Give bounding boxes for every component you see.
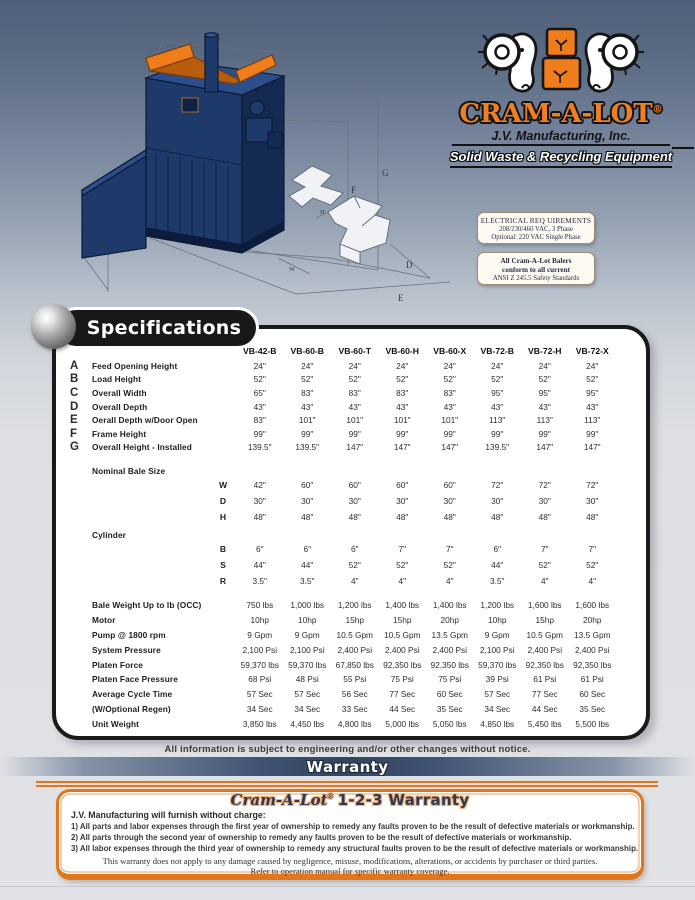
spec-value-cell: 2,400 Psi	[337, 644, 373, 655]
spec-row-label: Load Height	[92, 374, 142, 385]
spec-value-cell: 43"	[491, 401, 504, 412]
spec-value-cell: 59,370 lbs	[288, 659, 327, 670]
spec-value-cell: 10hp	[250, 615, 269, 626]
warranty-rule-bottom	[36, 785, 658, 787]
dimension-label-a: A	[162, 139, 169, 149]
spec-value-cell: 48"	[348, 511, 361, 522]
spec-value-cell: 99"	[348, 428, 361, 439]
spec-row-label: System Pressure	[92, 644, 161, 655]
spec-row-sublabel: H	[219, 511, 227, 522]
spec-value-cell: 6"	[303, 544, 312, 555]
spec-row-letter: C	[70, 386, 79, 399]
spec-value-cell: 75 Psi	[438, 674, 462, 685]
warranty-brand: Cram-A-Lot	[230, 791, 328, 809]
spec-value-cell: 3.5"	[490, 576, 505, 587]
spec-value-cell: 4,850 lbs	[480, 718, 515, 729]
electrical-title: ELECTRICAL REQ UIREMENTS	[480, 216, 592, 225]
spec-value-cell: 9 Gpm	[484, 629, 510, 640]
spec-value-cell: 30"	[253, 495, 266, 506]
spec-value-cell: 83"	[301, 387, 314, 398]
spec-value-cell: 92,350 lbs	[525, 659, 564, 670]
spec-value-cell: 65"	[253, 387, 266, 398]
spec-value-cell: 6"	[493, 544, 502, 555]
spec-value-cell: 1,000 lbs	[290, 600, 325, 611]
spec-value-cell: 7"	[445, 544, 454, 555]
spec-value-cell: 1,400 lbs	[385, 600, 420, 611]
spec-value-cell: 42"	[253, 480, 266, 491]
spec-row-label: Nominal Bale Size	[92, 465, 166, 476]
spec-value-cell: 72"	[538, 480, 551, 491]
spec-value-cell: 56 Sec	[341, 689, 368, 700]
spec-data-row	[70, 598, 646, 613]
spec-row-sublabel: B	[219, 544, 227, 555]
spec-row-label: (W/Optional Regen)	[92, 703, 171, 714]
spec-value-cell: 2,400 Psi	[384, 644, 420, 655]
spec-value-cell: 52"	[396, 560, 409, 571]
spec-value-cell: 4"	[398, 576, 407, 587]
spec-value-cell: 57 Sec	[484, 689, 511, 700]
warranty-bar-label: Warranty	[306, 757, 389, 776]
spec-value-cell: 43"	[538, 401, 551, 412]
spec-data-row	[70, 716, 646, 731]
spec-value-cell: 30"	[396, 495, 409, 506]
control-plate	[182, 98, 198, 112]
spec-value-cell: 83"	[253, 415, 266, 426]
spec-value-cell: 35 Sec	[436, 703, 463, 714]
registered-mark: ®	[652, 104, 663, 116]
spec-row-sublabel: W	[218, 480, 228, 491]
spec-value-cell: 30"	[443, 495, 456, 506]
spec-data-row	[70, 642, 646, 657]
spec-value-cell: 48"	[491, 511, 504, 522]
spec-value-cell: 7"	[398, 544, 407, 555]
spec-value-cell: 5,000 lbs	[385, 718, 420, 729]
spec-value-cell: 4,450 lbs	[290, 718, 325, 729]
dimension-label-h: H	[320, 209, 325, 216]
baler-technical-drawing	[10, 0, 460, 312]
specifications-header	[58, 310, 256, 346]
spec-value-cell: 139.5"	[485, 442, 510, 453]
spec-value-cell: 139.5"	[247, 442, 272, 453]
spec-value-cell: 113"	[584, 415, 601, 426]
spec-value-cell: 30"	[301, 495, 314, 506]
specifications-table	[56, 329, 646, 731]
specifications-title: Specifications	[86, 317, 242, 339]
spec-row-letter: F	[70, 427, 78, 440]
engineering-notice: All information is subject to engineering and/or other changes without notice.	[164, 744, 531, 755]
spec-value-cell: 24"	[443, 360, 456, 371]
logo-divider	[452, 144, 670, 146]
spec-data-row	[70, 373, 646, 387]
spec-value-cell: 6"	[350, 544, 359, 555]
spec-value-cell: 13.5 Gpm	[431, 629, 468, 640]
spec-value-cell: 52"	[443, 374, 456, 385]
spec-value-cell: 113"	[489, 415, 506, 426]
spec-value-cell: 77 Sec	[531, 689, 558, 700]
spec-value-cell: 5,050 lbs	[432, 718, 467, 729]
spec-value-cell: 52"	[253, 374, 266, 385]
spec-value-cell: 10hp	[488, 615, 507, 626]
spec-data-row	[70, 542, 646, 558]
spec-value-cell: 15hp	[345, 615, 364, 626]
spec-value-cell: 35 Sec	[579, 703, 606, 714]
spec-data-row	[70, 672, 646, 687]
spec-value-cell: 75 Psi	[390, 674, 414, 685]
dimension-label-e: E	[398, 293, 404, 303]
spec-value-cell: 99"	[443, 428, 456, 439]
spec-row-label: Platen Force	[92, 659, 143, 670]
spec-row-letter: A	[70, 359, 79, 372]
spec-row-label: Feed Opening Height	[92, 360, 178, 371]
electrical-line2: 208/230/460 VAC, 3 Phase	[499, 226, 573, 233]
spec-value-cell: 57 Sec	[294, 689, 321, 700]
spec-value-cell: 60"	[301, 480, 314, 491]
spec-value-cell: 9 Gpm	[247, 629, 273, 640]
baler-machine	[82, 33, 284, 258]
spec-value-cell: 2,100 Psi	[289, 644, 325, 655]
spec-value-cell: 13.5 Gpm	[574, 629, 611, 640]
spec-value-cell: 95"	[586, 387, 599, 398]
spec-row-label: Unit Weight	[92, 718, 140, 729]
spec-value-cell: 83"	[348, 387, 361, 398]
spec-value-cell: 44"	[491, 560, 504, 571]
spec-value-cell: 2,100 Psi	[479, 644, 515, 655]
spec-value-cell: 34 Sec	[246, 703, 273, 714]
spec-value-cell: 52"	[586, 374, 599, 385]
spec-data-row	[70, 359, 646, 373]
spec-value-cell: 59,370 lbs	[478, 659, 517, 670]
spec-value-cell: 34 Sec	[294, 703, 321, 714]
spec-row-label: Overall Width	[92, 387, 147, 398]
spec-value-cell: 147"	[583, 442, 601, 453]
spec-value-cell: 61 Psi	[580, 674, 604, 685]
spec-column-header: VB-42-B	[243, 345, 277, 356]
ansi-line3: ANSI Z 245.5 Safety Standards	[492, 275, 580, 282]
spec-value-cell: 750 lbs	[246, 600, 274, 611]
spec-row-sublabel: R	[219, 576, 227, 587]
spec-value-cell: 10hp	[298, 615, 317, 626]
spec-value-cell: 7"	[540, 544, 549, 555]
spec-value-cell: 60 Sec	[579, 689, 606, 700]
ansi-standards-box	[477, 252, 595, 285]
spec-value-cell: 48"	[586, 511, 599, 522]
ram-heads-icon	[466, 22, 656, 96]
spec-value-cell: 101"	[298, 415, 316, 426]
spec-value-cell: 52"	[396, 374, 409, 385]
spec-value-cell: 24"	[491, 360, 504, 371]
specifications-panel	[52, 325, 650, 740]
cylinder-stack	[205, 32, 221, 92]
spec-value-cell: 43"	[396, 401, 409, 412]
page-bottom-rule	[0, 886, 695, 887]
spec-value-cell: 4,800 lbs	[337, 718, 372, 729]
spec-data-row	[70, 557, 646, 573]
spec-value-cell: 48"	[396, 511, 409, 522]
spec-row-letter: E	[70, 414, 78, 427]
dimension-label-c: C	[214, 32, 221, 42]
spec-row-label: Overall Height - Installed	[92, 442, 192, 453]
spec-group-row	[70, 464, 646, 477]
spec-data-row	[70, 573, 646, 589]
spec-value-cell: 55 Psi	[343, 674, 367, 685]
spec-value-cell: 95"	[491, 387, 504, 398]
spec-data-row	[70, 702, 646, 717]
spec-value-cell: 10.5 Gpm	[526, 629, 563, 640]
spec-value-cell: 24"	[348, 360, 361, 371]
spec-value-cell: 30"	[538, 495, 551, 506]
spec-data-row	[70, 386, 646, 400]
spec-value-cell: 1,200 lbs	[480, 600, 515, 611]
spec-value-cell: 44"	[253, 560, 266, 571]
spec-value-cell: 24"	[253, 360, 266, 371]
spec-data-row	[70, 509, 646, 525]
spec-value-cell: 52"	[538, 560, 551, 571]
spec-data-row	[70, 427, 646, 441]
spec-value-cell: 99"	[396, 428, 409, 439]
spec-value-cell: 44"	[301, 560, 314, 571]
spec-value-cell: 48"	[443, 511, 456, 522]
spec-value-cell: 2,400 Psi	[432, 644, 468, 655]
spec-value-cell: 4"	[588, 576, 597, 587]
spec-row-sublabel: D	[219, 495, 227, 506]
spec-value-cell: 60"	[443, 480, 456, 491]
spec-value-cell: 5,500 lbs	[575, 718, 610, 729]
spec-row-letter: G	[70, 441, 79, 454]
baler-door	[82, 150, 146, 258]
warranty-note-1: This warranty does not apply to any damage caused by negligence, misuse, modifications, alterations, or accidents by purchaser or third parties.	[102, 855, 598, 866]
spec-value-cell: 52"	[348, 374, 361, 385]
spec-value-cell: 43"	[586, 401, 599, 412]
spec-value-cell: 101"	[441, 415, 459, 426]
electrical-requirements-box	[477, 212, 595, 244]
spec-row-label: Platen Face Pressure	[92, 674, 178, 685]
warranty-item: 2) All parts through the second year of ownership to remedy any faults proven to be the result of defective materials or workmanship.	[71, 833, 572, 843]
spec-row-label: Cylinder	[92, 530, 126, 541]
spec-row-label: Bale Weight Up to lb (OCC)	[92, 600, 202, 611]
spec-data-row	[70, 400, 646, 414]
spec-row-label: Oerall Depth w/Door Open	[92, 415, 198, 426]
spec-value-cell: 61 Psi	[533, 674, 557, 685]
spec-value-cell: 5,450 lbs	[527, 718, 562, 729]
spec-value-cell: 147"	[346, 442, 364, 453]
spec-data-row	[70, 687, 646, 702]
spec-value-cell: 48"	[301, 511, 314, 522]
spec-value-cell: 99"	[491, 428, 504, 439]
spec-row-label: Pump @ 1800 rpm	[92, 629, 166, 640]
spec-column-header: VB-60-H	[385, 345, 419, 356]
spec-value-cell: 60"	[348, 480, 361, 491]
warranty-heading-rest: 1-2-3 Warranty	[337, 791, 470, 809]
spec-value-cell: 67,850 lbs	[335, 659, 374, 670]
spec-value-cell: 113"	[536, 415, 553, 426]
baler-side-face	[242, 76, 284, 245]
cram-a-lot-logo	[432, 22, 690, 168]
spec-value-cell: 83"	[443, 387, 456, 398]
warranty-note-2: Refer to operation manual for specific warranty coverage.	[250, 866, 450, 877]
spec-value-cell: 24"	[538, 360, 551, 371]
warranty-box	[56, 789, 644, 880]
spec-data-row	[70, 493, 646, 509]
spec-value-cell: 7"	[588, 544, 597, 555]
warranty-items	[71, 821, 639, 854]
spec-value-cell: 2,400 Psi	[527, 644, 563, 655]
warranty-item: 1) All parts and labor expenses through the first year of ownership to remedy any faults proven to be the result of defective materials or workmanship.	[71, 821, 635, 831]
spec-value-cell: 43"	[443, 401, 456, 412]
bale-chute-outline	[289, 166, 390, 264]
spec-value-cell: 10.5 Gpm	[384, 629, 421, 640]
spec-value-cell: 10.5 Gpm	[336, 629, 373, 640]
spec-row-sublabel: S	[220, 560, 226, 571]
warranty-heading	[71, 793, 629, 809]
spec-value-cell: 39 Psi	[485, 674, 509, 685]
spec-value-cell: 6"	[255, 544, 264, 555]
spec-value-cell: 20hp	[440, 615, 459, 626]
spec-value-cell: 99"	[586, 428, 599, 439]
spec-value-cell: 1,200 lbs	[337, 600, 372, 611]
spec-data-row	[70, 657, 646, 672]
spec-value-cell: 44 Sec	[389, 703, 416, 714]
spec-value-cell: 2,400 Psi	[574, 644, 610, 655]
spec-value-cell: 68 Psi	[248, 674, 272, 685]
brand-name: CRAM-A-LOT®	[459, 99, 663, 129]
spec-column-header: VB-72-B	[480, 345, 514, 356]
spec-value-cell: 15hp	[393, 615, 412, 626]
spec-value-cell: 147"	[441, 442, 459, 453]
spec-value-cell: 24"	[396, 360, 409, 371]
spec-value-cell: 101"	[393, 415, 411, 426]
spec-value-cell: 92,350 lbs	[430, 659, 469, 670]
spec-value-cell: 60"	[396, 480, 409, 491]
spec-value-cell: 44 Sec	[531, 703, 558, 714]
spec-value-cell: 52"	[443, 560, 456, 571]
spec-value-cell: 52"	[538, 374, 551, 385]
spec-column-header: VB-60-B	[290, 345, 324, 356]
dimension-label-g: G	[382, 168, 389, 178]
spec-value-cell: 3,850 lbs	[242, 718, 277, 729]
spec-value-cell: 99"	[301, 428, 314, 439]
spec-column-header: VB-72-X	[575, 345, 609, 356]
spec-value-cell: 1,400 lbs	[432, 600, 467, 611]
spec-value-cell: 59,370 lbs	[240, 659, 279, 670]
spec-value-cell: 52"	[301, 374, 314, 385]
spec-group-row	[70, 529, 646, 542]
bales-icon	[543, 29, 580, 89]
spec-value-cell: 15hp	[535, 615, 554, 626]
spec-data-row	[70, 477, 646, 493]
spec-value-cell: 101"	[346, 415, 364, 426]
spec-table-body	[70, 359, 646, 731]
spec-value-cell: 30"	[348, 495, 361, 506]
spec-value-cell: 3.5"	[300, 576, 315, 587]
spec-value-cell: 52"	[491, 374, 504, 385]
sphere-decoration	[31, 304, 76, 349]
dimension-label-d: D	[406, 260, 413, 270]
spec-row-letter: B	[70, 373, 79, 386]
spec-data-row	[70, 413, 646, 427]
warranty-item: 3) All labor expenses through the third year of ownership to remedy any structural faults proven to be the result of defective materials or workmanship.	[71, 844, 639, 854]
spec-value-cell: 30"	[586, 495, 599, 506]
dimension-label-f: F	[351, 185, 357, 195]
ansi-line2: conform to all current	[502, 266, 570, 274]
spec-value-cell: 1,600 lbs	[527, 600, 562, 611]
spec-value-cell: 95"	[538, 387, 551, 398]
spec-value-cell: 92,350 lbs	[383, 659, 422, 670]
spec-column-header: VB-60-X	[433, 345, 467, 356]
spec-column-header: VB-60-T	[338, 345, 371, 356]
spec-value-cell: 24"	[586, 360, 599, 371]
spec-column-header: VB-72-H	[528, 345, 562, 356]
spec-value-cell: 43"	[253, 401, 266, 412]
warranty-reg-mark: ®	[327, 792, 334, 801]
spec-value-cell: 3.5"	[252, 576, 267, 587]
spec-data-row	[70, 441, 646, 455]
spec-value-cell: 99"	[538, 428, 551, 439]
spec-value-cell: 147"	[393, 442, 411, 453]
spec-value-cell: 139.5"	[295, 442, 320, 453]
spec-value-cell: 48"	[538, 511, 551, 522]
spec-value-cell: 24"	[301, 360, 314, 371]
ansi-line1: All Cram-A-Lot Balers	[500, 257, 572, 265]
company-name: J.V. Manufacturing, Inc.	[491, 129, 631, 144]
spec-row-letter: D	[70, 400, 79, 413]
warranty-bar	[0, 757, 695, 776]
spec-value-cell: 30"	[491, 495, 504, 506]
spec-value-cell: 48 Psi	[295, 674, 319, 685]
spec-row-label: Average Cycle Time	[92, 689, 173, 700]
electrical-line3: Optional: 220 VAC Single Phase	[491, 234, 581, 241]
spec-value-cell: 92,350 lbs	[573, 659, 612, 670]
spec-value-cell: 60 Sec	[436, 689, 463, 700]
spec-value-cell: 9 Gpm	[294, 629, 320, 640]
spec-value-cell: 99"	[253, 428, 266, 439]
spec-value-cell: 57 Sec	[246, 689, 273, 700]
spec-value-cell: 72"	[586, 480, 599, 491]
spec-value-cell: 83"	[396, 387, 409, 398]
logo-tagline: Solid Waste & Recycling Equipment	[450, 149, 672, 168]
dimension-label-w: W	[289, 266, 296, 273]
spec-value-cell: 52"	[348, 560, 361, 571]
spec-row-label: Motor	[92, 615, 116, 626]
spec-value-cell: 52"	[586, 560, 599, 571]
spec-row-label: Overall Depth	[92, 401, 148, 412]
spec-row-label: Frame Height	[92, 428, 147, 439]
spec-value-cell: 48"	[253, 511, 266, 522]
spec-value-cell: 4"	[350, 576, 359, 587]
warranty-rule-top	[36, 781, 658, 783]
spec-value-cell: 147"	[536, 442, 554, 453]
spec-value-cell: 1,600 lbs	[575, 600, 610, 611]
warranty-intro: J.V. Manufacturing will furnish without charge:	[71, 809, 266, 820]
spec-data-row	[70, 613, 646, 628]
dimension-label-b: B	[99, 238, 106, 248]
spec-value-cell: 34 Sec	[484, 703, 511, 714]
spec-data-row	[70, 628, 646, 643]
spec-value-cell: 43"	[301, 401, 314, 412]
spec-value-cell: 2,100 Psi	[242, 644, 278, 655]
spec-value-cell: 72"	[491, 480, 504, 491]
spec-value-cell: 4"	[540, 576, 549, 587]
spec-value-cell: 77 Sec	[389, 689, 416, 700]
spec-value-cell: 43"	[348, 401, 361, 412]
spec-value-cell: 20hp	[583, 615, 602, 626]
spec-value-cell: 4"	[445, 576, 454, 587]
spec-value-cell: 33 Sec	[341, 703, 368, 714]
